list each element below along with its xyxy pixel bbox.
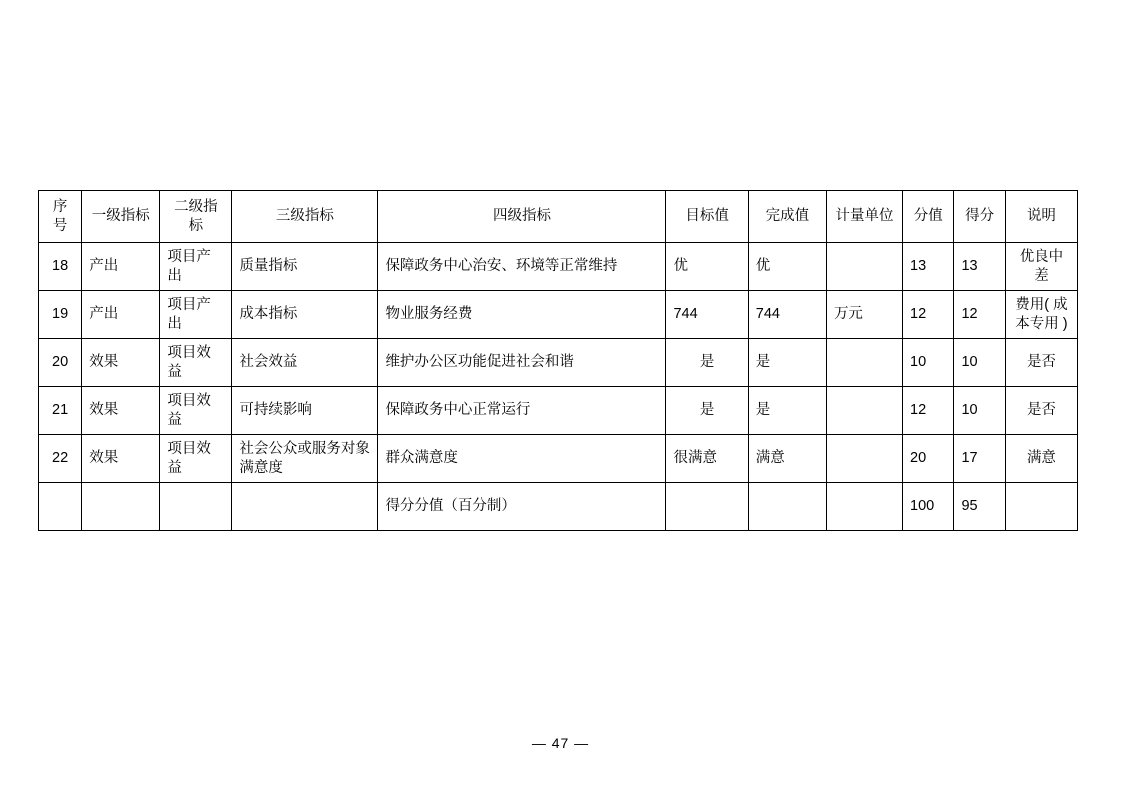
cell-actual: 优 <box>748 243 826 291</box>
cell-seq <box>39 483 82 531</box>
cell-unit <box>826 387 902 435</box>
cell-level2 <box>160 483 232 531</box>
cell-level2: 项目效益 <box>160 339 232 387</box>
cell-level1 <box>82 483 160 531</box>
cell-level4: 保障政务中心正常运行 <box>378 387 666 435</box>
cell-got: 10 <box>954 339 1005 387</box>
cell-level1: 产出 <box>82 243 160 291</box>
cell-level2: 项目产出 <box>160 291 232 339</box>
table-total-row <box>39 483 1078 531</box>
cell-actual: 是 <box>748 339 826 387</box>
cell-level3: 社会公众或服务对象满意度 <box>232 435 378 483</box>
table-body <box>39 243 1078 531</box>
cell-target <box>666 483 748 531</box>
cell-score: 12 <box>903 387 954 435</box>
cell-target: 744 <box>666 291 748 339</box>
header-level4: 四级指标 <box>378 191 666 243</box>
cell-got: 17 <box>954 435 1005 483</box>
cell-got: 12 <box>954 291 1005 339</box>
cell-got: 13 <box>954 243 1005 291</box>
cell-unit <box>826 243 902 291</box>
cell-level3: 成本指标 <box>232 291 378 339</box>
cell-level1: 效果 <box>82 435 160 483</box>
cell-note: 是否 <box>1005 387 1077 435</box>
cell-level1: 产出 <box>82 291 160 339</box>
cell-level4: 群众满意度 <box>378 435 666 483</box>
cell-total-score: 100 <box>903 483 954 531</box>
table-row <box>39 339 1078 387</box>
cell-seq: 22 <box>39 435 82 483</box>
cell-target: 很满意 <box>666 435 748 483</box>
cell-unit <box>826 435 902 483</box>
indicator-table-wrapper <box>38 190 1078 531</box>
cell-level2: 项目产出 <box>160 243 232 291</box>
table-row <box>39 435 1078 483</box>
cell-level1: 效果 <box>82 387 160 435</box>
cell-score: 20 <box>903 435 954 483</box>
cell-got: 10 <box>954 387 1005 435</box>
header-level2: 二级指标 <box>160 191 232 243</box>
cell-level4: 维护办公区功能促进社会和谐 <box>378 339 666 387</box>
cell-actual: 744 <box>748 291 826 339</box>
cell-level4: 物业服务经费 <box>378 291 666 339</box>
cell-level2: 项目效益 <box>160 435 232 483</box>
cell-level2: 项目效益 <box>160 387 232 435</box>
cell-seq: 20 <box>39 339 82 387</box>
cell-seq: 18 <box>39 243 82 291</box>
cell-note: 费用( 成本专用 ) <box>1005 291 1077 339</box>
header-note: 说明 <box>1005 191 1077 243</box>
cell-actual <box>748 483 826 531</box>
cell-target: 是 <box>666 339 748 387</box>
header-actual: 完成值 <box>748 191 826 243</box>
cell-unit <box>826 483 902 531</box>
cell-level3 <box>232 483 378 531</box>
cell-unit <box>826 339 902 387</box>
cell-seq: 21 <box>39 387 82 435</box>
cell-note: 是否 <box>1005 339 1077 387</box>
cell-score: 13 <box>903 243 954 291</box>
cell-level3: 质量指标 <box>232 243 378 291</box>
cell-level3: 可持续影响 <box>232 387 378 435</box>
cell-note: 满意 <box>1005 435 1077 483</box>
table-header <box>39 191 1078 243</box>
table-row <box>39 291 1078 339</box>
header-unit: 计量单位 <box>826 191 902 243</box>
cell-target: 优 <box>666 243 748 291</box>
header-level1: 一级指标 <box>82 191 160 243</box>
cell-target: 是 <box>666 387 748 435</box>
cell-total-label: 得分分值（百分制） <box>378 483 666 531</box>
cell-level3: 社会效益 <box>232 339 378 387</box>
page-number: — 47 — <box>531 735 590 751</box>
cell-score: 12 <box>903 291 954 339</box>
header-seq: 序号 <box>39 191 82 243</box>
cell-seq: 19 <box>39 291 82 339</box>
header-level3: 三级指标 <box>232 191 378 243</box>
cell-note: 优良中差 <box>1005 243 1077 291</box>
table-row <box>39 387 1078 435</box>
table-header-row <box>39 191 1078 243</box>
performance-indicator-table <box>38 190 1078 531</box>
cell-unit: 万元 <box>826 291 902 339</box>
header-target: 目标值 <box>666 191 748 243</box>
cell-score: 10 <box>903 339 954 387</box>
cell-note <box>1005 483 1077 531</box>
table-row <box>39 243 1078 291</box>
header-got: 得分 <box>954 191 1005 243</box>
cell-actual: 满意 <box>748 435 826 483</box>
cell-level1: 效果 <box>82 339 160 387</box>
cell-total-got: 95 <box>954 483 1005 531</box>
cell-actual: 是 <box>748 387 826 435</box>
cell-level4: 保障政务中心治安、环境等正常维持 <box>378 243 666 291</box>
header-score: 分值 <box>903 191 954 243</box>
